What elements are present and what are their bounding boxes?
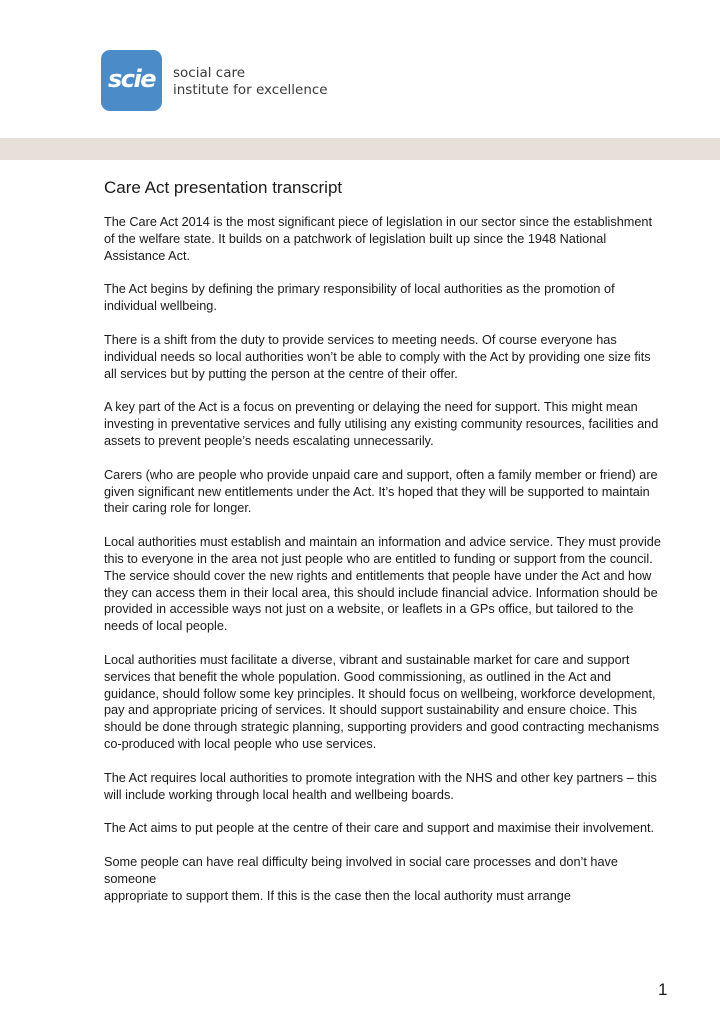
paragraph: The Act begins by defining the primary responsibility of local authorities as the promotion of individual wellbeing.: [104, 282, 615, 314]
paragraph: The Care Act 2014 is the most significant piece of legislation in our sector since the establishment of the welfare state. It builds on a patchwork of legislation built up since the 1948 National Assistance Act.: [104, 215, 652, 263]
header-band: [0, 138, 720, 160]
paragraph: A key part of the Act is a focus on preventing or delaying the need for support. This might mean investing in preventative services and fully utilising any existing community resources, facilities and assets to prevent people’s needs escalating unnecessarily.: [104, 400, 659, 448]
paragraph: The Act aims to put people at the centre of their care and support and maximise their involvement.: [104, 821, 655, 836]
paragraph: Carers (who are people who provide unpaid care and support, often a family member or friend) are given significant new entitlements under the Act. It’s hoped that they will be supported to maintain their caring role for longer.: [104, 467, 658, 516]
scie-logo-wordmark: [173, 65, 328, 99]
document-body: [104, 214, 664, 905]
scie-logo-mark: [101, 50, 162, 111]
logo-line-1: social care: [173, 64, 246, 81]
paragraph-continuation: appropriate to support them. If this is the case then the local authority must arrange: [104, 888, 571, 903]
paragraph: Local authorities must establish and maintain an information and advice service. They must provide this to everyone in the area not just people who are entitled to funding or support from the council. The service should cover the new rights and entitlements that people have under the Act and how they can access them in their local area, this should include financial advice. Information should be provided in accessible ways not just on a website, or leaflets in a GPs office, but tailored to the needs of local people.: [104, 535, 661, 634]
paragraph: The Act requires local authorities to promote integration with the NHS and other key partners – this will include working through local health and wellbeing boards.: [104, 770, 657, 802]
scie-logo-mark-text: scie: [107, 64, 155, 93]
logo-line-2: institute for excellence: [173, 81, 328, 98]
paragraph: [104, 854, 664, 904]
page-number: 1: [658, 980, 668, 999]
paragraph: Local authorities must facilitate a diverse, vibrant and sustainable market for care and support services that benefit the whole population. Good commissioning, as outlined in the Act and guidance, should follow some key principles. It should focus on wellbeing, workforce development, pay and appropriate pricing of services. It should support sustainability and ensure choice. This should be done through strategic planning, supporting providers and good contracting mechanisms co-produced with local people who use services.: [104, 652, 660, 751]
page-title: Care Act presentation transcript: [104, 178, 343, 197]
scie-logo: [101, 50, 328, 111]
paragraph: There is a shift from the duty to provide services to meeting needs. Of course everyone has individual needs so local authorities won’t be able to comply with the Act by providing one size fits all services but by putting the person at the centre of their offer.: [104, 332, 651, 381]
paragraph-text: Some people can have real difficulty being involved in social care processes and don’t have someone: [104, 855, 618, 886]
